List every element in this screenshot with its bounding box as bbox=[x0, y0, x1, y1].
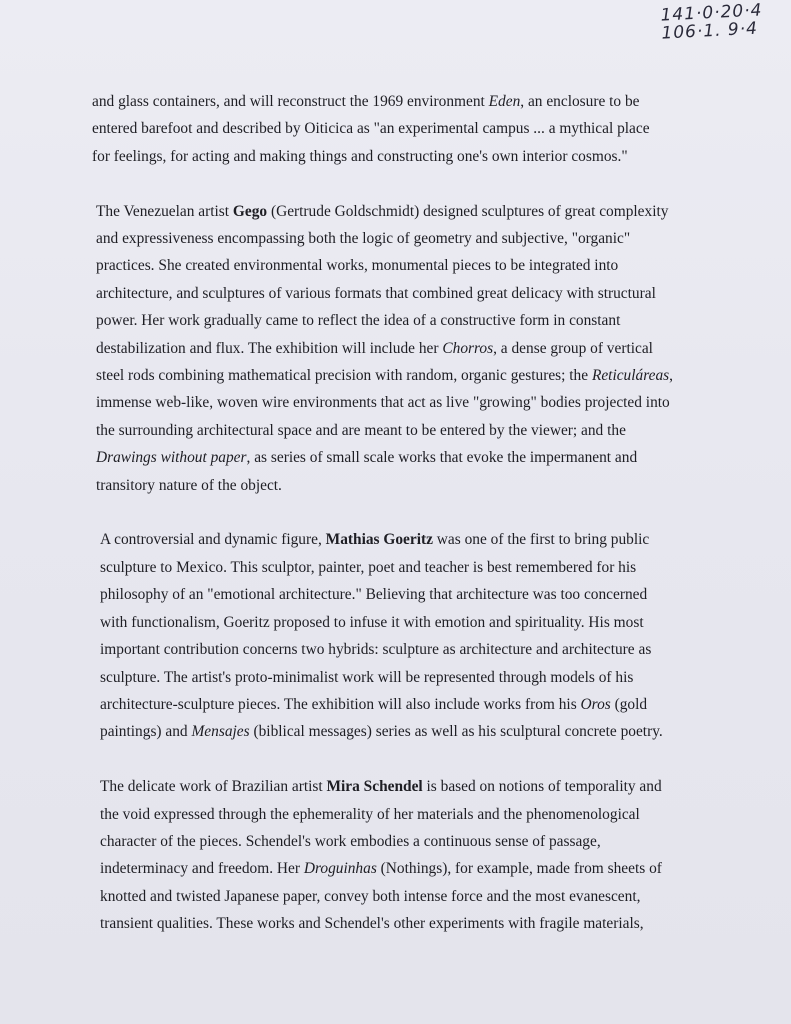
text-line: destabilization and flux. The exhibition will include her Chorros, a dense group of vertical bbox=[96, 339, 653, 357]
paragraph bbox=[96, 198, 712, 499]
text-line: paintings) and Mensajes (biblical messages) series as well as his sculptural concrete poetry. bbox=[100, 723, 663, 741]
text-line: The delicate work of Brazilian artist Mira Schendel is based on notions of temporality and bbox=[100, 778, 662, 796]
text-line: immense web-like, woven wire environments that act as live "growing" bodies projected into bbox=[96, 394, 670, 412]
paragraph bbox=[92, 88, 712, 170]
text-line: power. Her work gradually came to reflect the idea of a constructive form in constant bbox=[96, 312, 621, 330]
text-line: and expressiveness encompassing both the logic of geometry and subjective, "organic" bbox=[96, 230, 631, 248]
paragraph bbox=[100, 773, 712, 937]
text-line: the surrounding architectural space and are meant to be entered by the viewer; and the bbox=[96, 421, 626, 439]
annotation-line-2: 106·1. 9·4 bbox=[661, 18, 759, 44]
text-line: A controversial and dynamic figure, Mathias Goeritz was one of the first to bring public bbox=[100, 531, 650, 549]
text-line: with functionalism, Goeritz proposed to infuse it with emotion and spirituality. His most bbox=[100, 613, 644, 631]
text-line: transient qualities. These works and Schendel's other experiments with fragile materials, bbox=[100, 915, 644, 933]
text-line: entered barefoot and described by Oiticica as "an experimental campus ... a mythical place bbox=[92, 120, 650, 138]
paragraph bbox=[100, 526, 712, 745]
text-line: the void expressed through the ephemerality of her materials and the phenomenological bbox=[100, 805, 640, 823]
text-line: architecture-sculpture pieces. The exhibition will also include works from his Oros (gold bbox=[100, 695, 648, 713]
body-text bbox=[92, 88, 712, 965]
text-line: indeterminacy and freedom. Her Droguinhas (Nothings), for example, made from sheets of bbox=[100, 860, 662, 878]
text-line: steel rods combining mathematical precision with random, organic gestures; the Reticuláreas, bbox=[96, 367, 674, 385]
text-line: architecture, and sculptures of various formats that combined great delicacy with structural bbox=[96, 284, 656, 302]
handwritten-annotation bbox=[660, 1, 764, 42]
text-line: for feelings, for acting and making things and constructing one's own interior cosmos." bbox=[92, 147, 628, 165]
text-line: character of the pieces. Schendel's work embodies a continuous sense of passage, bbox=[100, 832, 601, 850]
text-line: sculpture. The artist's proto-minimalist work will be represented through models of his bbox=[100, 668, 634, 686]
text-line: transitory nature of the object. bbox=[96, 476, 282, 494]
text-line: important contribution concerns two hybrids: sculpture as architecture and architecture as bbox=[100, 641, 652, 659]
annotation-line-1: 141·0·20·4 bbox=[660, 0, 763, 26]
text-line: Drawings without paper, as series of small scale works that evoke the impermanent and bbox=[96, 449, 638, 467]
text-line: sculpture to Mexico. This sculptor, painter, poet and teacher is best remembered for his bbox=[100, 558, 637, 576]
text-line: The Venezuelan artist Gego (Gertrude Goldschmidt) designed sculptures of great complexity bbox=[96, 202, 669, 220]
text-line: and glass containers, and will reconstruct the 1969 environment Eden, an enclosure to be bbox=[92, 93, 640, 110]
text-line: knotted and twisted Japanese paper, convey both intense force and the most evanescent, bbox=[100, 887, 641, 905]
text-line: philosophy of an "emotional architecture." Believing that architecture was too concerned bbox=[100, 586, 648, 604]
text-line: practices. She created environmental works, monumental pieces to be integrated into bbox=[96, 257, 619, 275]
